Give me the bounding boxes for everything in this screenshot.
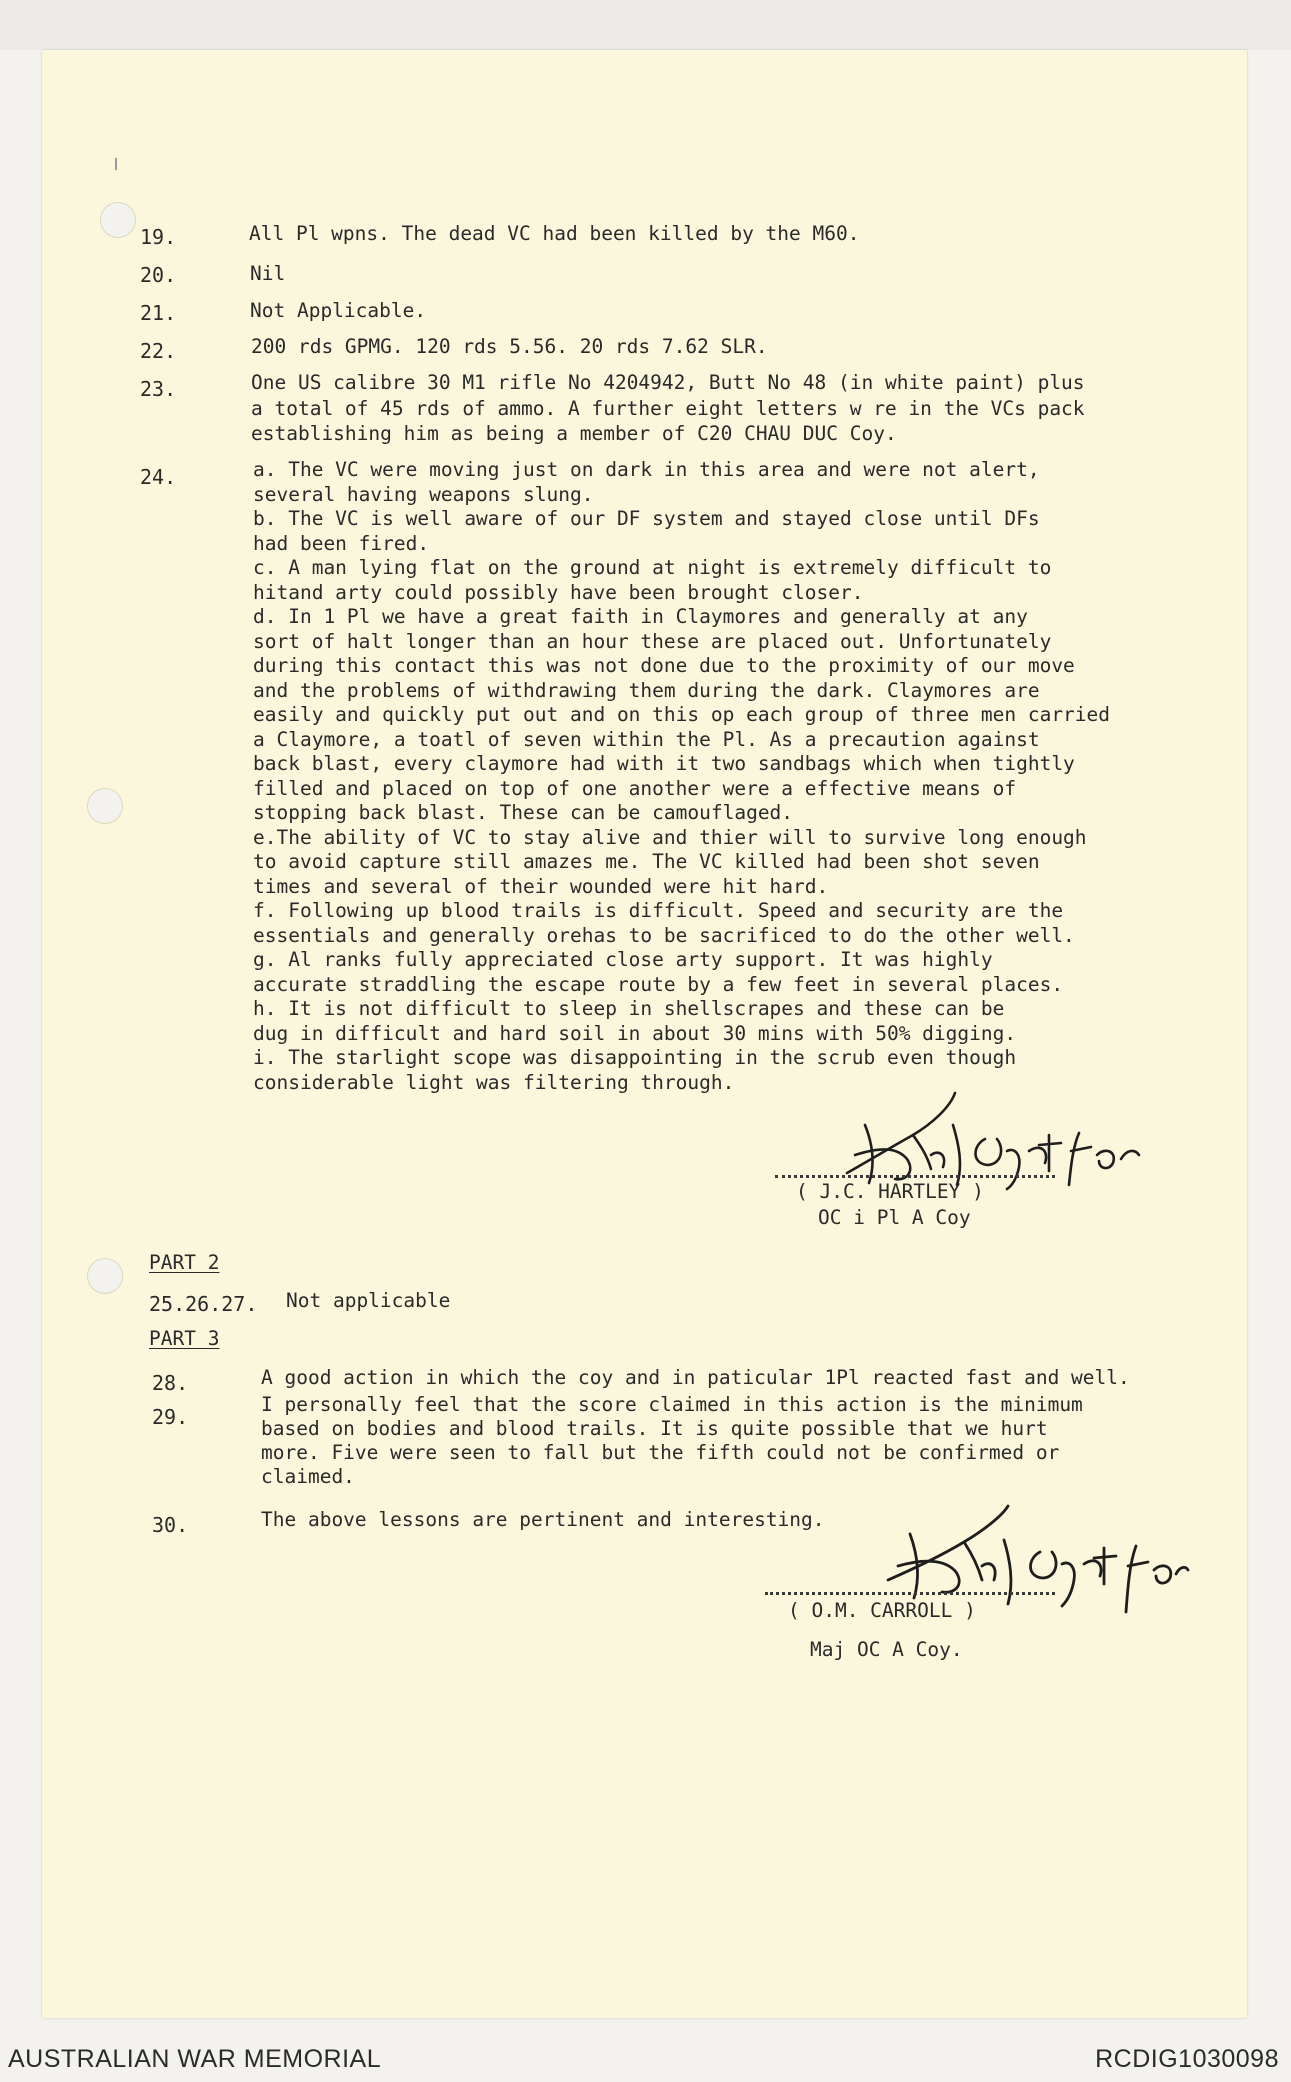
text-line: a total of 45 rds of ammo. A further eight letters w re in the VCs pack <box>251 396 1085 420</box>
part-2-heading: PART 2 <box>149 1251 220 1274</box>
paragraph-29-number: 29. <box>152 1405 189 1429</box>
text-line: claimed. <box>261 1465 355 1488</box>
text-line: sort of halt longer than an hour these are placed out. Unfortunately <box>253 629 1052 653</box>
text-line: e.The ability of VC to stay alive and thier will to survive long enough <box>253 825 1087 849</box>
text-line: easily and quickly put out and on this op each group of three men carried <box>253 703 1111 726</box>
paragraph-28-number: 28. <box>152 1371 189 1395</box>
paragraph-19-text: All Pl wpns. The dead VC had been killed by the M60. <box>249 222 860 245</box>
text-line: accurate straddling the escape route by a few feet in several places. <box>253 972 1064 996</box>
text-line: g. Al ranks fully appreciated close arty support. It was highly <box>253 948 993 971</box>
footer-document-id: RCDIG1030098 <box>1095 2045 1279 2073</box>
scan-top-band <box>0 0 1291 50</box>
paragraph-21-text: Not Applicable. <box>250 299 427 322</box>
signature-2-name: ( O.M. CARROLL ) <box>788 1599 976 1622</box>
paragraph-21-number: 21. <box>140 301 177 325</box>
text-line: back blast, every claymore had with it two sandbags which when tightly <box>253 752 1075 775</box>
paragraph-22-number: 22. <box>140 339 177 363</box>
paragraph-30-number: 30. <box>152 1513 189 1537</box>
text-line: and the problems of withdrawing them during the dark. Claymores are <box>253 678 1040 702</box>
text-line: I personally feel that the score claimed in this action is the minimum <box>261 1393 1083 1416</box>
paragraph-24-number: 24. <box>140 465 177 489</box>
paragraph-23-text <box>251 370 1085 447</box>
margin-mark <box>115 158 117 170</box>
text-line: a. The VC were moving just on dark in this area and were not alert, <box>253 458 1040 481</box>
text-line: d. In 1 Pl we have a great faith in Claymores and generally at any <box>253 605 1028 628</box>
text-line: considerable light was filtering through. <box>253 1070 735 1094</box>
text-line: f. Following up blood trails is difficult. Speed and security are the <box>253 899 1064 922</box>
text-line: based on bodies and blood trails. It is quite possible that we hurt <box>261 1417 1048 1440</box>
text-line: c. A man lying flat on the ground at night is extremely difficult to <box>253 556 1052 579</box>
signature-line-1 <box>775 1175 1055 1178</box>
paragraph-28-text: A good action in which the coy and in paticular 1Pl reacted fast and well. <box>261 1366 1130 1389</box>
text-line: several having weapons slung. <box>253 482 594 506</box>
paragraphs-25-27-text: Not applicable <box>286 1289 451 1312</box>
signature-1-role: OC i Pl A Coy <box>818 1206 971 1229</box>
signature-1-name: ( J.C. HARTLEY ) <box>796 1180 984 1203</box>
text-line: more. Five were seen to fall but the fifth could not be confirmed or <box>261 1441 1060 1464</box>
punch-hole <box>100 202 136 238</box>
text-line: stopping back blast. These can be camouflaged. <box>253 801 794 824</box>
text-line: hitand arty could possibly have been brought closer. <box>253 580 864 604</box>
text-line: a Claymore, a toatl of seven within the Pl. As a precaution against <box>253 727 1040 751</box>
paragraph-23-number: 23. <box>140 377 177 401</box>
text-line: times and several of their wounded were hit hard. <box>253 874 829 898</box>
paragraph-30-text: The above lessons are pertinent and interesting. <box>261 1508 825 1531</box>
paragraph-20-text: Nil <box>250 262 286 285</box>
handwritten-signature-1 <box>835 1085 1145 1195</box>
paragraph-22-text: 200 rds GPMG. 120 rds 5.56. 20 rds 7.62 SLR. <box>251 335 768 358</box>
text-line: to avoid capture still amazes me. The VC killed had been shot seven <box>253 850 1040 873</box>
paragraph-24-text <box>253 458 1110 1095</box>
text-line: b. The VC is well aware of our DF system and stayed close until DFs <box>253 507 1040 530</box>
punch-hole <box>87 788 123 824</box>
paragraph-20-number: 20. <box>140 263 177 287</box>
text-line: i. The starlight scope was disappointing in the scrub even though <box>253 1046 1017 1069</box>
punch-hole <box>87 1258 123 1294</box>
paragraphs-25-27-number: 25.26.27. <box>149 1292 258 1316</box>
text-line: dug in difficult and hard soil in about 30 mins with 50% digging. <box>253 1021 1017 1045</box>
paragraph-29-text <box>261 1393 1083 1489</box>
text-line: One US calibre 30 M1 rifle No 4204942, Butt No 48 (in white paint) plus <box>251 371 1085 394</box>
paragraph-19-number: 19. <box>140 225 177 249</box>
text-line: filled and placed on top of one another were a effective means of <box>253 776 1017 800</box>
text-line: during this contact this was not done due to the proximity of our move <box>253 654 1075 677</box>
footer-archive-label: AUSTRALIAN WAR MEMORIAL <box>8 2045 382 2073</box>
text-line: essentials and generally orehas to be sacrificed to do the other well. <box>253 923 1075 947</box>
text-line: had been fired. <box>253 531 430 555</box>
part-3-heading: PART 3 <box>149 1327 220 1350</box>
text-line: h. It is not difficult to sleep in shellscrapes and these can be <box>253 997 1005 1020</box>
text-line: establishing him as being a member of C20 CHAU DUC Coy. <box>251 422 897 445</box>
signature-2-role: Maj OC A Coy. <box>810 1638 963 1661</box>
signature-line-2 <box>765 1592 1055 1595</box>
